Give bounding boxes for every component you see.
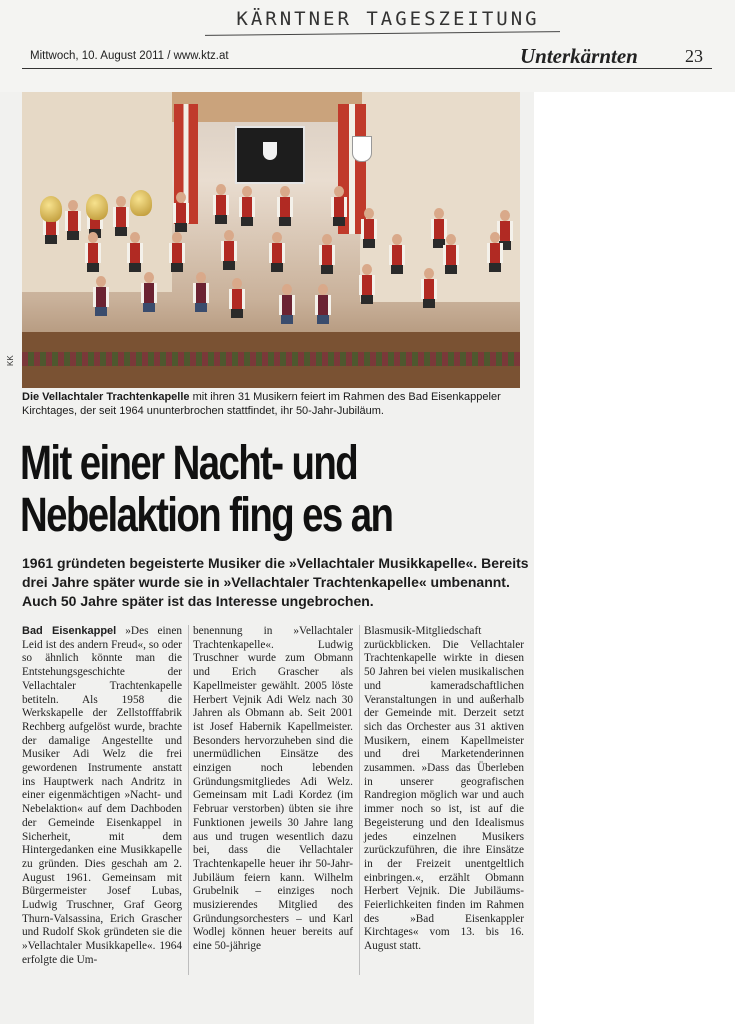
column-1-text: »Des einen Leid ist des andern Freud«, so oder so ähnlich könnte man die Entstehungsgeschichte der Vellachtaler Trachtenkapelle betiteln. Als 1958 die Werkskapelle der Zellstofffabrik Rechberg aufgelöst wurde, brachte der damalige Angestellte und Musiker Adi Welz die frei gewordenen Instrumente anstatt ins Hauptwerk nach Andritz in einer eigenmächtigen »Nacht- und Nebelaktion« auf dem Dachboden der Gemeinde Eisenkappel in Sicherheit, mit dem Hintergedanken eine Musikkapelle zu gründen. Dies geschah am 2. August 1961. Gemeinsam mit Bürgermeister Josef Lubas, Ludwig Truschner, Graf Georg Thurn-Valsassina, Erich Grascher und Rudolf Skok gründeten sie die »Vellachtaler Musikkapelle«. 1964 erfolgte die Um-: [22, 625, 182, 966]
handwritten-newspaper-title: KÄRNTNER TAGESZEITUNG: [236, 8, 540, 30]
musician-figure: [64, 200, 82, 240]
band-photo: [22, 92, 520, 388]
musician-figure: [168, 232, 186, 272]
photo-ceiling: [172, 92, 362, 122]
musician-figure: [126, 232, 144, 272]
musician-figure: [212, 184, 230, 224]
musician-figure: [314, 284, 332, 324]
musician-figure: [358, 264, 376, 304]
band-flag: [235, 126, 305, 184]
musician-figure: [112, 196, 130, 236]
musician-figure: [220, 230, 238, 270]
column-2-text: benennung in »Vellachtaler Trachtenkapelle«. Ludwig Truschner wurde zum Obmann und Erich Grascher als Kapellmeister gewählt. 2005 löste Herbert Vejnik Adi Welz nach 30 Jahren als Obmann ab. Seit 2001 ist Josef Habernik Kapellmeister. Besonders hervorzuheben sind die unermüdlichen Einsätze des einzigen noch lebenden Gründungsmitgliedes Adi Welz. Gemeinsam mit Ladi Kordez (im Februar verstorben) übten sie ihre Funktionen jeweils 30 Jahre lang aus und trugen wesentlich dazu bei, dass die Vellachtaler Trachtenkapelle heuer ihr 50-Jahr-Jubiläum feiern kann. Wilhelm Grubelnik – einziges noch musizierendes Mitglied des Gründungsorchesters – und Karl Wodlej können heuer bereits auf eine 50-jährige: [193, 625, 353, 953]
headline-line-2: Nebelaktion fing es an: [20, 489, 393, 542]
column-divider: [359, 625, 360, 975]
musician-figure: [330, 186, 348, 226]
musician-figure: [140, 272, 158, 312]
column-divider: [188, 625, 189, 975]
tuba-icon: [86, 194, 108, 220]
musician-figure: [84, 232, 102, 272]
musician-figure: [420, 268, 438, 308]
musician-figure: [192, 272, 210, 312]
coat-of-arms-icon: [352, 136, 372, 162]
flag-shield-icon: [263, 142, 277, 160]
musician-figure: [318, 234, 336, 274]
musician-figure: [268, 232, 286, 272]
article-headline: [20, 438, 428, 542]
photo-caption: [22, 390, 522, 418]
article-column-1: [22, 625, 182, 968]
musician-figure: [92, 276, 110, 316]
tuba-icon: [40, 196, 62, 222]
musician-figure: [278, 284, 296, 324]
musician-figure: [172, 192, 190, 232]
section-title: Unterkärnten: [520, 44, 638, 68]
musician-figure: [388, 234, 406, 274]
musician-figure: [486, 232, 504, 272]
headline-line-1: Mit einer Nacht- und: [20, 437, 358, 490]
article-column-3: [364, 625, 524, 954]
header-rule: [22, 68, 712, 69]
column-3-text: Blasmusik-Mitgliedschaft zurückblicken. Die Vellachtaler Trachtenkapelle wirkte in diesen 50 Jahren bei vielen musikalischen und kameradschaftlichen Veranstaltungen in und außerhalb der Gemeinde mit. Derzeit setzt sich das Orchester aus 31 aktiven Musikern, einem Kapellmeister und drei Marketenderinnen zusammen. »Dass das Überleben in unserer geografischen Randregion möglich war und auch immer noch so ist, ist auf die Begeisterung und den Idealismus jedes einzelnen Musikers zurückzuführen, die ihre Einsätze in der Freizeit unentgeltlich einbringen.«, erzählt Obmann Herbert Vejnik. Die Jubiläums-Feierlichkeiten finden im Rahmen des »Bad Eisenkappler Kirchtages« vom 13. bis 16. August statt.: [364, 625, 524, 953]
musician-figure: [238, 186, 256, 226]
musician-figure: [360, 208, 378, 248]
musician-figure: [276, 186, 294, 226]
page-number: 23: [685, 46, 703, 66]
photo-caption-text: mit ihren 31 Musikern feiert im Rahmen des Bad Eisenkappeler Kirchtages, der seit 1964 ununterbrochen stattfindet, ihr 50-Jahr-Jubiläum.: [22, 391, 501, 417]
musician-figure: [228, 278, 246, 318]
photo-credit: KK: [6, 355, 15, 366]
article-dateline: Bad Eisenkappel: [22, 625, 117, 637]
issue-date: Mittwoch, 10. August 2011 / www.ktz.at: [30, 50, 229, 62]
clipping-white-edge: [534, 92, 735, 1024]
article-lead: 1961 gründeten begeisterte Musiker die »Vellachtaler Musikkapelle«. Bereits drei Jahre später wurde sie in »Vellachtaler Trachtenkapelle« umbenannt. Auch 50 Jahre später ist das Interesse ungebrochen.: [22, 555, 529, 609]
photo-caption-bold: Die Vellachtaler Trachtenkapelle: [22, 391, 190, 403]
tuba-icon: [130, 190, 152, 216]
photo-floor-flowers: [22, 352, 520, 366]
article-column-2: [193, 625, 353, 954]
musician-figure: [442, 234, 460, 274]
